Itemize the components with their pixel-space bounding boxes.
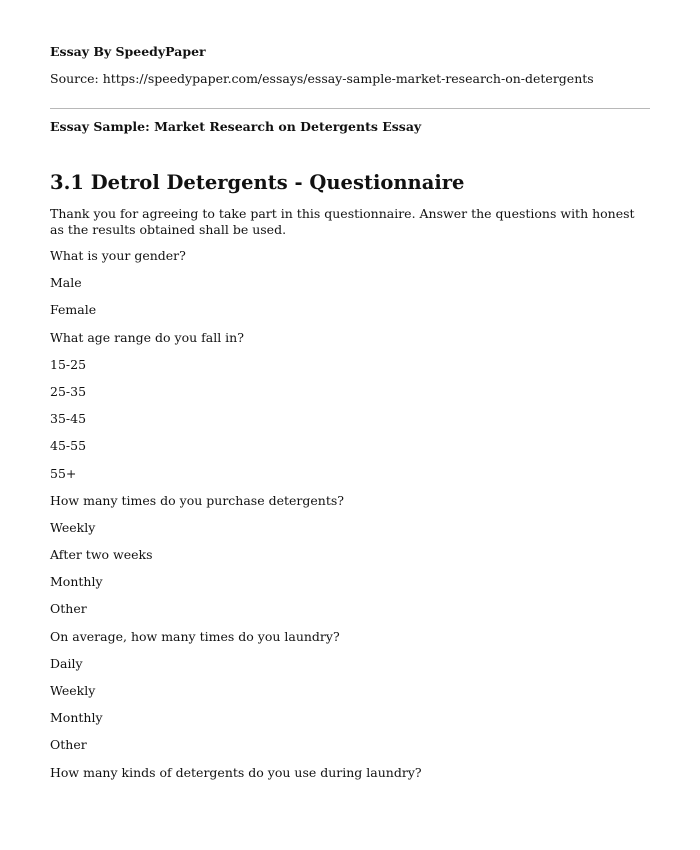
answer-option: 35-45 (50, 411, 87, 427)
answer-option: Monthly (50, 574, 103, 590)
answer-option: Monthly (50, 710, 103, 726)
answer-option: Weekly (50, 519, 96, 535)
answer-option: Female (50, 302, 97, 318)
source-url-line: Source: https://speedypaper.com/essays/essay-sample-market-research-on-detergents (50, 71, 594, 86)
answer-option: 55+ (50, 465, 77, 481)
answer-option: Male (50, 275, 82, 291)
question-line: How many kinds of detergents do you use during laundry? (50, 764, 422, 780)
section-heading: 3.1 Detrol Detergents - Questionnaire (50, 171, 465, 194)
question-line: What is your gender? (50, 248, 186, 263)
header-divider (50, 108, 650, 109)
essay-sample-title: Essay Sample: Market Research on Detergents Essay (50, 119, 422, 134)
answer-option: Other (50, 601, 87, 617)
question-line: What age range do you fall in? (50, 329, 244, 345)
answer-option: 15-25 (50, 356, 87, 372)
answer-option: After two weeks (50, 547, 153, 563)
answer-option: 45-55 (50, 438, 87, 454)
question-line: On average, how many times do you laundry? (50, 628, 340, 644)
essay-author-line: Essay By SpeedyPaper (50, 44, 206, 59)
intro-paragraph: Thank you for agreeing to take part in this questionnaire. Answer the questions with honest as the results obtained shall be used. (50, 206, 635, 237)
answer-option: Daily (50, 655, 83, 671)
question-line: How many times do you purchase detergents? (50, 492, 344, 508)
questionnaire-list (50, 248, 422, 792)
answer-option: Other (50, 737, 87, 753)
answer-option: 25-35 (50, 383, 87, 399)
answer-option: Weekly (50, 683, 96, 698)
